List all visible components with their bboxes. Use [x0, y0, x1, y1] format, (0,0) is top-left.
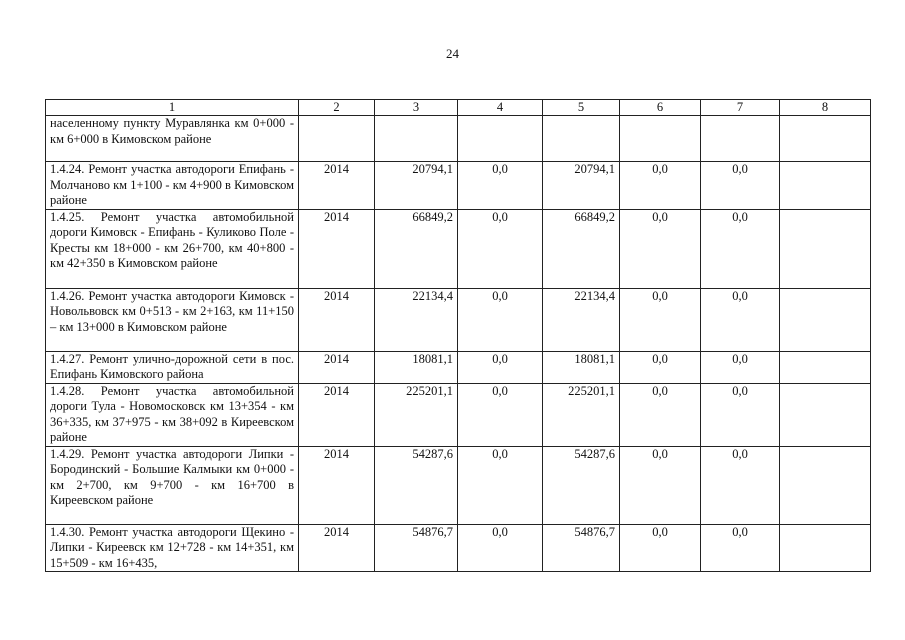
table-row — [46, 446, 871, 524]
header-col-8: 8 — [780, 100, 871, 116]
row-description: 1.4.25. Ремонт участка автомобильной дороги Кимовск - Епифань - Куликово Поле - Кресты км 18+000 - км 26+700, км 40+800 - км 42+350 в Кимовском районе — [46, 209, 299, 288]
cell-empty — [701, 116, 780, 162]
row-col5: 20794,1 — [543, 162, 620, 210]
header-col-1: 1 — [46, 100, 299, 116]
row-description: 1.4.26. Ремонт участка автодороги Кимовск - Новольвовск км 0+513 - км 2+163, км 11+150 – км 13+000 в Кимовском районе — [46, 288, 299, 351]
row-col4: 0,0 — [458, 524, 543, 572]
table-row-continuation — [46, 116, 871, 162]
table-row — [46, 162, 871, 210]
row-total: 18081,1 — [375, 351, 458, 383]
row-col7: 0,0 — [701, 383, 780, 446]
row-year: 2014 — [299, 288, 375, 351]
row-col4: 0,0 — [458, 446, 543, 524]
row-col6: 0,0 — [620, 209, 701, 288]
cell-empty — [299, 116, 375, 162]
cell-empty — [780, 116, 871, 162]
row-col8 — [780, 524, 871, 572]
row-col8 — [780, 209, 871, 288]
row-col8 — [780, 288, 871, 351]
table-row — [46, 288, 871, 351]
header-col-4: 4 — [458, 100, 543, 116]
header-col-5: 5 — [543, 100, 620, 116]
row-year: 2014 — [299, 209, 375, 288]
row-year: 2014 — [299, 383, 375, 446]
row-col4: 0,0 — [458, 209, 543, 288]
row-col8 — [780, 162, 871, 210]
cell-empty — [375, 116, 458, 162]
cell-empty — [620, 116, 701, 162]
table-row — [46, 351, 871, 383]
header-col-3: 3 — [375, 100, 458, 116]
row-col6: 0,0 — [620, 288, 701, 351]
cell-empty — [543, 116, 620, 162]
row-col5: 54287,6 — [543, 446, 620, 524]
row-col6: 0,0 — [620, 524, 701, 572]
page-number: 24 — [446, 46, 459, 61]
header-col-6: 6 — [620, 100, 701, 116]
table-row — [46, 209, 871, 288]
row-col6: 0,0 — [620, 162, 701, 210]
budget-table — [45, 99, 871, 572]
row-total: 66849,2 — [375, 209, 458, 288]
header-row — [46, 100, 871, 116]
row-year: 2014 — [299, 351, 375, 383]
row-col7: 0,0 — [701, 524, 780, 572]
row-year: 2014 — [299, 446, 375, 524]
row-year: 2014 — [299, 524, 375, 572]
row-total: 22134,4 — [375, 288, 458, 351]
row-total: 54287,6 — [375, 446, 458, 524]
header-col-2: 2 — [299, 100, 375, 116]
row-col4: 0,0 — [458, 288, 543, 351]
row-col6: 0,0 — [620, 351, 701, 383]
row-col6: 0,0 — [620, 383, 701, 446]
row-col6: 0,0 — [620, 446, 701, 524]
row-col4: 0,0 — [458, 162, 543, 210]
row-col4: 0,0 — [458, 351, 543, 383]
row-col7: 0,0 — [701, 209, 780, 288]
row-col7: 0,0 — [701, 351, 780, 383]
row-description: 1.4.24. Ремонт участка автодороги Епифань - Молчаново км 1+100 - км 4+900 в Кимовском районе — [46, 162, 299, 210]
row-col7: 0,0 — [701, 446, 780, 524]
row-col8 — [780, 351, 871, 383]
row-total: 54876,7 — [375, 524, 458, 572]
row-description: населенному пункту Муравлянка км 0+000 - км 6+000 в Кимовском районе — [46, 116, 299, 162]
header-col-7: 7 — [701, 100, 780, 116]
row-col7: 0,0 — [701, 288, 780, 351]
row-col5: 54876,7 — [543, 524, 620, 572]
row-col5: 225201,1 — [543, 383, 620, 446]
row-col8 — [780, 446, 871, 524]
table-row — [46, 524, 871, 572]
row-col5: 18081,1 — [543, 351, 620, 383]
row-description: 1.4.30. Ремонт участка автодороги Щекино - Липки - Киреевск км 12+728 - км 14+351, км 15+509 - км 16+435, — [46, 524, 299, 572]
row-col4: 0,0 — [458, 383, 543, 446]
row-col8 — [780, 383, 871, 446]
row-description: 1.4.28. Ремонт участка автомобильной дороги Тула - Новомосковск км 13+354 - км 36+335, км 37+975 - км 38+092 в Киреевском районе — [46, 383, 299, 446]
row-total: 20794,1 — [375, 162, 458, 210]
row-col7: 0,0 — [701, 162, 780, 210]
row-description: 1.4.29. Ремонт участка автодороги Липки - Бородинский - Большие Калмыки км 0+000 - км 2+700, км 9+700 - км 16+700 в Киреевском районе — [46, 446, 299, 524]
cell-empty — [458, 116, 543, 162]
row-col5: 22134,4 — [543, 288, 620, 351]
row-year: 2014 — [299, 162, 375, 210]
row-total: 225201,1 — [375, 383, 458, 446]
table-row — [46, 383, 871, 446]
row-col5: 66849,2 — [543, 209, 620, 288]
row-description: 1.4.27. Ремонт улично-дорожной сети в пос. Епифань Кимовского района — [46, 351, 299, 383]
